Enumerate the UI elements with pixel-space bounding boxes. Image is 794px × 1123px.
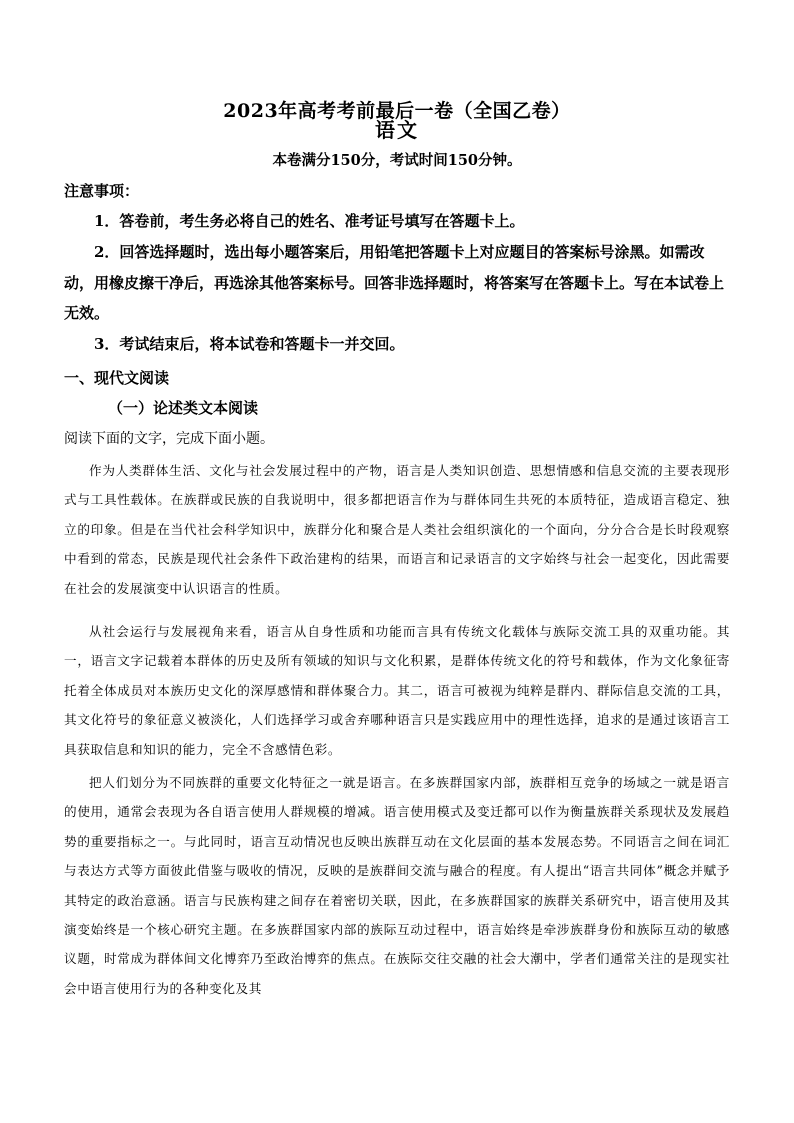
subsection-heading: （一）论述类文本阅读: [108, 399, 259, 417]
subject-title: 语文: [375, 118, 419, 142]
note-item-1: 1．答卷前，考生务必将自己的姓名、准考证号填写在答题卡上。: [94, 212, 525, 230]
passage-paragraph-1: 作为人类群体生活、文化与社会发展过程中的产物，语言是人类知识创造、思想情感和信息交流的主要表现形式与工具性载体。在族群或民族的自我说明中，很多都把语言作为与群体同生共死的本质特征，造成语言稳定、独立的印象。但是在当代社会科学知识中，族群分化和聚合是人类社会组织演化的一个面向，分分合合是长时段观察中看到的常态，民族是现代社会条件下政治建构的结果，而语言和记录语言的文字始终与社会一起变化，因此需要在社会的发展演变中认识语言的性质。: [64, 463, 730, 596]
note-item-2: 2．回答选择题时，选出每小题答案后，用铅笔把答题卡上对应题目的答案标号涂黑。如需改动，用橡皮擦干净后，再选涂其他答案标号。回答非选择题时，将答案写在答题卡上。写在本试卷上无效。: [64, 243, 725, 322]
exam-title: 2023年高考考前最后一卷（全国乙卷）: [223, 100, 571, 122]
notes-heading: 注意事项：: [64, 182, 140, 200]
passage-paragraph-2: 从社会运行与发展视角来看，语言从自身性质和功能而言具有传统文化载体与族际交流工具的双重功能。其一，语言文字记载着本群体的历史及所有领域的知识与文化积累，是群体传统文化的符号和载体，作为文化象征寄托着全体成员对本族历史文化的深厚感情和群体聚合力。其二，语言可被视为纯粹是群内、群际信息交流的工具，其文化符号的象征意义被淡化，人们选择学习或舍弃哪种语言只是实践应用中的理性选择，追求的是通过该语言工具获取信息和知识的能力，完全不含感情色彩。: [64, 624, 730, 757]
passage-paragraph-3: 把人们划分为不同族群的重要文化特征之一就是语言。在多族群国家内部，族群相互竞争的场域之一就是语言的使用，通常会表现为各自语言使用人群规模的增减。语言使用模式及变迁都可以作为衡量族群关系现状及发展趋势的重要指标之一。与此同时，语言互动情况也反映出族群互动在文化层面的基本发展态势。不同语言之间在词汇与表达方式等方面彼此借鉴与吸收的情况，反映的是族群间交流与融合的程度。有人提出“语言共同体”概念并赋予其特定的政治意涵。语言与民族构建之间存在着密切关联，因此，在多族群国家的族群关系研究中，语言使用及其演变始终是一个核心研究主题。在多族群国家内部的族际互动过程中，语言始终是牵涉族群身份和族际互动的敏感议题，时常成为群体间文化博弈乃至政治博弈的焦点。在族际交往交融的社会大潮中，学者们通常关注的是现实社会中语言使用行为的各种变化及其: [64, 775, 730, 996]
score-time-line: 本卷满分150分，考试时间150分钟。: [272, 152, 522, 169]
reading-instruction: 阅读下面的文字，完成下面小题。: [64, 431, 274, 447]
section-heading: 一、现代文阅读: [64, 369, 170, 387]
note-item-3: 3．考试结束后，将本试卷和答题卡一并交回。: [94, 335, 405, 353]
